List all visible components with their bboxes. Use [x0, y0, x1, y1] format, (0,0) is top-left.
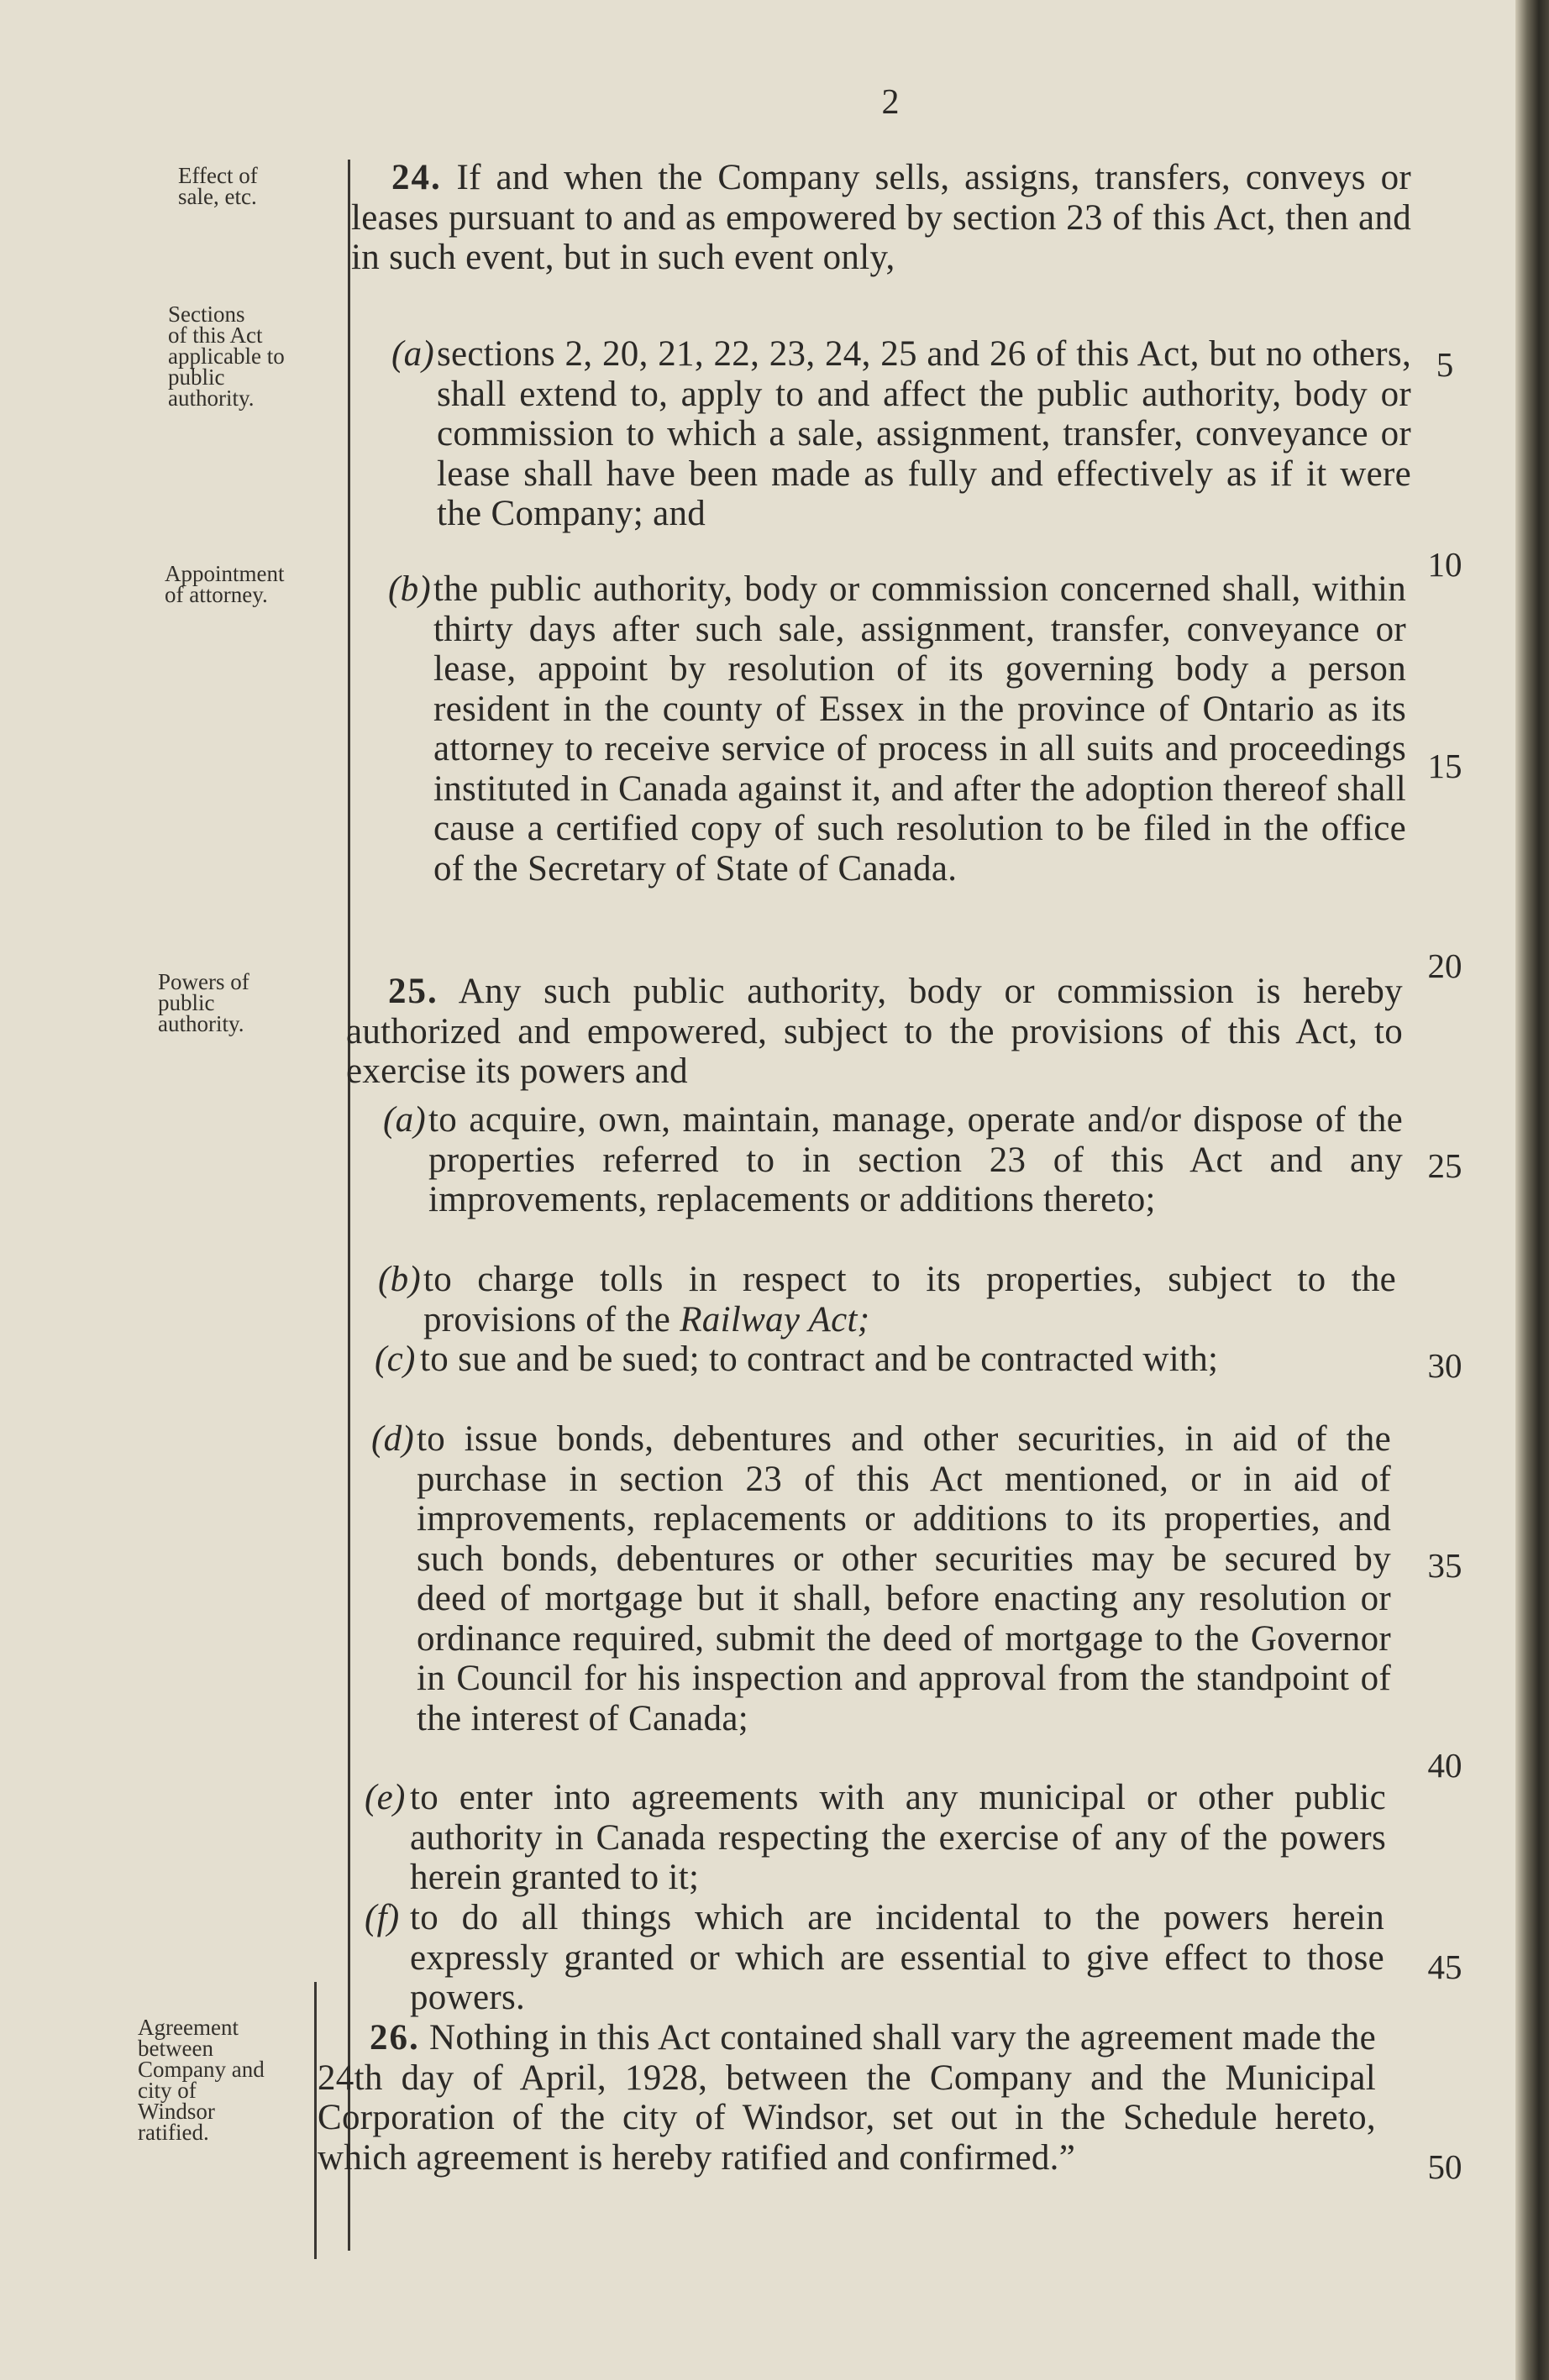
- margin-note-powers: Powers of public authority.: [158, 969, 249, 1036]
- section-25-intro: Any such public authority, body or commission is hereby authorized and empowered, subject to the provisions of this Act, to exercise its powers and: [346, 972, 1403, 1091]
- item-text: to acquire, own, maintain, manage, operate and/or dispose of the properties referred to in section 23 of this Act and any improvements, replacements or additions thereto;: [428, 1100, 1403, 1219]
- line-number: 5: [1436, 345, 1454, 384]
- list-item: [365, 1898, 1384, 2018]
- item-mark: (e): [365, 1778, 406, 1817]
- item-text: sections 2, 20, 21, 22, 23, 24, 25 and 26 of this Act, but no others, shall extend to, apply to and affect the public authority, body or commission to which a sale, assignment, transfer, conveyance or lease shall have been made as fully and effectively as if it were the Company; and: [437, 334, 1411, 533]
- list-item: [388, 569, 1406, 889]
- item-text: to sue and be sued; to contract and be contracted with;: [420, 1339, 1219, 1379]
- line-number: 35: [1427, 1546, 1462, 1585]
- item-mark: (f): [365, 1898, 400, 1937]
- item-mark: (b): [378, 1260, 422, 1299]
- item-mark: (b): [388, 569, 432, 609]
- line-number: 15: [1427, 747, 1462, 785]
- item-text: to charge tolls in respect to its properties, subject to the provisions of the: [423, 1260, 1396, 1339]
- item-text: the public authority, body or commission concerned shall, within thirty days after such sale, assignment, transfer, conveyance or lease, appoint by resolution of its governing body a person resident in the county of Essex in the province of Ontario as its attorney to receive service of process in all suits and proceedings instituted in Canada against it, and after the adoption thereof shall cause a certified copy of such resolution to be filed in the office of the Secretary of State of Canada.: [433, 569, 1406, 889]
- item-mark: (a): [391, 334, 435, 374]
- section-26-text: Nothing in this Act contained shall vary the agreement made the 24th day of April, 1928, between the Company and the Municipal Corporation of the city of Windsor, set out in the Schedule hereto, which agreement is hereby ratified and confirmed.”: [318, 2018, 1376, 2178]
- section-24-intro: If and when the Company sells, assigns, transfers, conveys or leases pursuant to and as empowered by section 23 of this Act, then and in such event, but in such event only,: [351, 158, 1411, 277]
- line-number: 25: [1427, 1146, 1462, 1185]
- list-item: [365, 1778, 1386, 1898]
- section-24: [351, 158, 1411, 278]
- item-text: to do all things which are incidental to the powers herein expressly granted or which are essential to give effect to those powers.: [410, 1898, 1384, 2017]
- list-item: [375, 1339, 1394, 1380]
- section-number: 24.: [391, 158, 442, 197]
- act-title: Railway Act;: [680, 1299, 870, 1339]
- margin-note-appointment-of-attorney: Appointment of attorney.: [165, 561, 285, 607]
- margin-rule: [348, 160, 350, 2251]
- line-number: 30: [1427, 1346, 1462, 1385]
- list-item: [371, 1419, 1391, 1738]
- line-number: 40: [1427, 1746, 1462, 1785]
- margin-note-agreement: Agreement between Company and city of Windsor ratified.: [138, 2015, 265, 2145]
- margin-note-sections-applicable: Sections of this Act applicable to public authority.: [168, 301, 285, 411]
- line-number: 50: [1427, 2147, 1462, 2186]
- list-item: [378, 1260, 1396, 1339]
- list-item: [391, 334, 1411, 534]
- item-mark: (a): [383, 1100, 427, 1140]
- section-25: [346, 972, 1403, 1092]
- section-26: [318, 2018, 1376, 2178]
- margin-note-effect-of-sale: Effect of sale, etc.: [178, 163, 258, 209]
- page-edge-shadow: [1515, 0, 1549, 2380]
- list-item: [383, 1100, 1403, 1220]
- item-text: to issue bonds, debentures and other securities, in aid of the purchase in section 23 of this Act mentioned, or in aid of improvements, replacements or additions to its properties, and such bonds, debentures or other securities may be secured by deed of mortgage but it shall, before enacting any resolution or ordinance required, submit the deed of mortgage to the Governor in Council for his inspection and approval from the standpoint of the interest of Canada;: [417, 1419, 1391, 1738]
- item-mark: (c): [375, 1339, 416, 1379]
- line-number: 45: [1427, 1948, 1462, 1986]
- page-number: 2: [881, 83, 900, 122]
- margin-rule-lower: [314, 1982, 317, 2259]
- item-mark: (d): [371, 1419, 415, 1459]
- line-number: 10: [1427, 545, 1462, 584]
- section-number: 26.: [370, 2018, 420, 2058]
- item-text: to enter into agreements with any municipal or other public authority in Canada respecting the exercise of any of the powers herein granted to it;: [410, 1778, 1386, 1897]
- line-number: 20: [1427, 946, 1462, 985]
- section-number: 25.: [388, 972, 438, 1011]
